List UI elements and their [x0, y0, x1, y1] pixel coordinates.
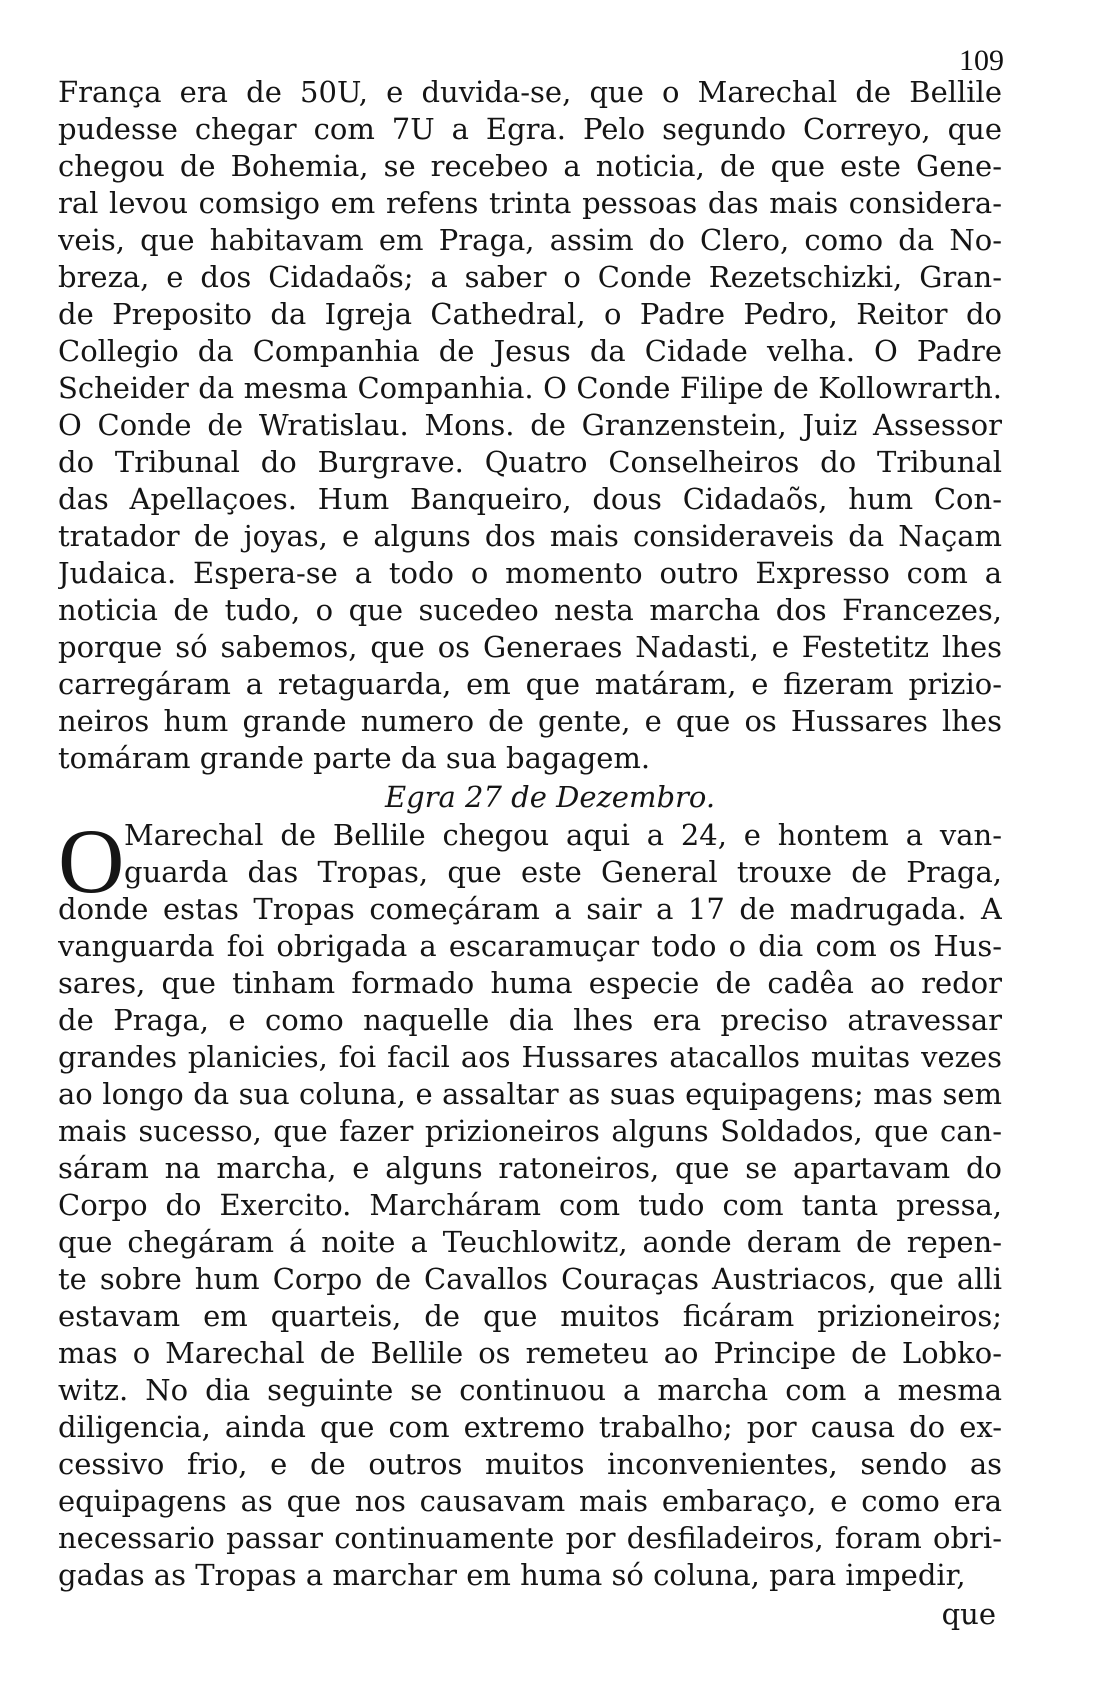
text-line: Judaica. Espera-se a todo o momento outro Expresso com a: [58, 556, 1002, 590]
text-line: carregáram a retaguarda, em que matáram, e fizeram prizio-: [58, 667, 1002, 701]
paragraph-1: [58, 74, 1002, 777]
text-line: chegou de Bohemia, se recebeo a noticia, de que este Gene-: [58, 149, 1002, 183]
text-line: tratador de joyas, e alguns dos mais consideraveis da Naçam: [58, 519, 1002, 553]
text-line: O Conde de Wratislau. Mons. de Granzenstein, Juiz Assessor: [58, 408, 1002, 442]
text-line: witz. No dia seguinte se continuou a marcha com a mesma: [58, 1373, 1002, 1407]
text-line: sáram na marcha, e alguns ratoneiros, que se apartavam do: [58, 1151, 1002, 1185]
text-line: gadas as Tropas a marchar em huma só coluna, para impedir,: [58, 1558, 966, 1592]
text-line: Corpo do Exercito. Marcháram com tudo com tanta pressa,: [58, 1188, 1002, 1222]
paragraph-2: [58, 810, 1002, 1594]
text-line: guarda das Tropas, que este General trouxe de Praga,: [124, 855, 1002, 889]
text-line: diligencia, ainda que com extremo trabalho; por causa do ex-: [58, 1410, 1002, 1444]
text-line: veis, que habitavam em Praga, assim do Clero, como da No-: [58, 223, 1002, 257]
text-line: França era de 50U, e duvida-se, que o Marechal de Bellile: [58, 75, 1002, 109]
text-line: das Apellaçoes. Hum Banqueiro, dous Cidadaõs, hum Con-: [58, 482, 1002, 516]
text-line: ral levou comsigo em refens trinta pessoas das mais considera-: [58, 186, 1002, 220]
text-line: equipagens as que nos causavam mais embaraço, e como era: [58, 1484, 1002, 1518]
text-line: Marechal de Bellile chegou aqui a 24, e hontem a van-: [124, 818, 1002, 852]
text-line: noticia de tudo, o que sucedeo nesta marcha dos Francezes,: [58, 593, 1002, 627]
text-line: Scheider da mesma Companhia. O Conde Filipe de Kollowrarth.: [58, 371, 1002, 405]
text-line: de Preposito da Igreja Cathedral, o Padre Pedro, Reitor do: [58, 297, 1002, 331]
text-line: do Tribunal do Burgrave. Quatro Conselheiros do Tribunal: [58, 445, 1002, 479]
text-line: ao longo da sua coluna, e assaltar as suas equipagens; mas sem: [58, 1077, 1002, 1111]
text-line: mas o Marechal de Bellile os remeteu ao Principe de Lobko-: [58, 1336, 1002, 1370]
text-line: estavam em quarteis, de que muitos ficáram prizioneiros;: [58, 1299, 1002, 1333]
text-line: te sobre hum Corpo de Cavallos Couraças Austriacos, que alli: [58, 1262, 1002, 1296]
text-line: cessivo frio, e de outros muitos inconvenientes, sendo as: [58, 1447, 1002, 1481]
page-number: 109: [959, 44, 1004, 77]
text-line: mais sucesso, que fazer prizioneiros alguns Soldados, que can-: [58, 1114, 1002, 1148]
text-block: [58, 74, 1002, 1634]
text-line: tomáram grande parte da sua bagagem.: [58, 741, 651, 775]
text-line: grandes planicies, foi facil aos Hussares atacallos muitas vezes: [58, 1040, 1002, 1074]
drop-cap: O: [58, 810, 125, 912]
text-line: donde estas Tropas começáram a sair a 17 de madrugada. A: [58, 892, 1002, 926]
catchword: que: [941, 1597, 996, 1631]
text-line: pudesse chegar com 7U a Egra. Pelo segundo Correyo, que: [58, 112, 1002, 146]
text-line: necessario passar continuamente por desfiladeiros, foram obri-: [58, 1521, 1002, 1555]
text-line: porque só sabemos, que os Generaes Nadasti, e Festetitz lhes: [58, 630, 1002, 664]
dateline: Egra 27 de Dezembro.: [384, 780, 716, 814]
text-line: breza, e dos Cidadaõs; a saber o Conde Rezetschizki, Gran-: [58, 260, 1002, 294]
text-line: neiros hum grande numero de gente, e que os Hussares lhes: [58, 704, 1002, 738]
text-line: sares, que tinham formado huma especie de cadêa ao redor: [58, 966, 1002, 1000]
text-line: vanguarda foi obrigada a escaramuçar todo o dia com os Hus-: [58, 929, 1002, 963]
text-line: de Praga, e como naquelle dia lhes era preciso atravessar: [58, 1003, 1002, 1037]
text-line: que chegáram á noite a Teuchlowitz, aonde deram de repen-: [58, 1225, 1002, 1259]
text-line: Collegio da Companhia de Jesus da Cidade velha. O Padre: [58, 334, 1002, 368]
